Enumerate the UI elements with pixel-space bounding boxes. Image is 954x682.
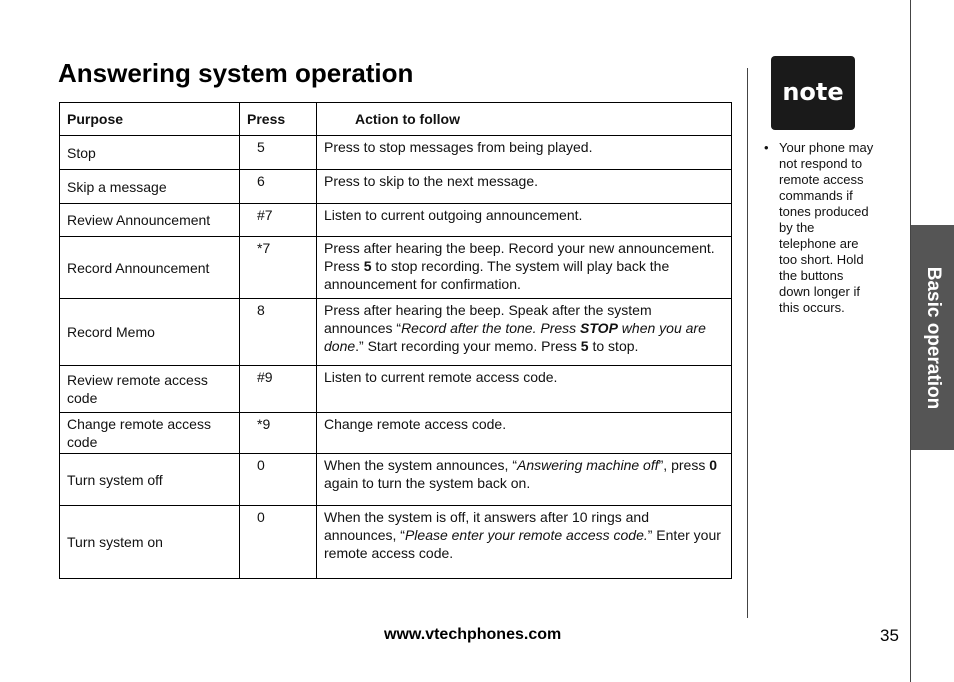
action-text: ”, press xyxy=(658,457,710,473)
action-text: to stop. xyxy=(588,338,639,354)
header-purpose: Purpose xyxy=(60,103,240,136)
press-key-cell: *7 xyxy=(240,237,317,299)
press-key-cell: 6 xyxy=(240,170,317,204)
press-key-cell: 5 xyxy=(240,136,317,170)
press-key-cell: 8 xyxy=(240,299,317,366)
action-text: to stop recording. The system will play back the announcement for confirmation. xyxy=(324,258,670,292)
table-row xyxy=(60,454,732,506)
page-number: 35 xyxy=(880,626,899,645)
purpose-cell: Skip a message xyxy=(60,170,240,204)
action-text: 0 xyxy=(709,457,718,473)
action-text: 5 xyxy=(580,338,589,354)
action-text: Press to skip to the next message. xyxy=(324,173,538,189)
action-text: Press after hearing the beep. Record your new announcement. Press xyxy=(324,240,715,274)
action-text: Press after hearing the beep. Speak after the system announces “ xyxy=(324,302,652,336)
note-icon xyxy=(771,56,855,130)
action-text: Please enter your remote access code. xyxy=(404,527,648,543)
action-cell xyxy=(317,366,732,413)
action-cell xyxy=(317,506,732,579)
press-key-cell: #9 xyxy=(240,366,317,413)
purpose-cell: Review Announcement xyxy=(60,204,240,237)
footer-url: www.vtechphones.com xyxy=(384,626,562,643)
action-cell xyxy=(317,454,732,506)
action-text: Record after the tone. Press xyxy=(401,320,581,336)
table-row xyxy=(60,506,732,579)
action-cell xyxy=(317,299,732,366)
action-text: Press to stop messages from being played. xyxy=(324,139,593,155)
note-label: note xyxy=(782,78,844,106)
action-text: .” Start recording your memo. Press xyxy=(355,338,581,354)
action-text: STOP xyxy=(580,320,618,336)
action-cell xyxy=(317,170,732,204)
action-text: Listen to current remote access code. xyxy=(324,369,558,385)
action-text: When the system announces, “ xyxy=(324,457,517,473)
action-text: again to turn the system back on. xyxy=(324,475,531,491)
operations-table xyxy=(59,102,732,579)
action-text: Listen to current outgoing announcement. xyxy=(324,207,583,223)
table-row xyxy=(60,413,732,454)
table-row xyxy=(60,136,732,170)
header-action: Action to follow xyxy=(317,103,732,136)
header-press: Press xyxy=(240,103,317,136)
purpose-cell: Stop xyxy=(60,136,240,170)
purpose-cell: Review remote access code xyxy=(60,366,240,413)
action-text: ” Enter your remote access code. xyxy=(324,527,721,561)
table-row xyxy=(60,299,732,366)
table-body xyxy=(60,136,732,579)
column-divider xyxy=(747,68,748,618)
press-key-cell: #7 xyxy=(240,204,317,237)
action-text: Change remote access code. xyxy=(324,416,507,432)
press-key-cell: 0 xyxy=(240,454,317,506)
section-tab-label: Basic operation xyxy=(922,266,944,409)
page-title: Answering system operation xyxy=(58,58,414,88)
action-cell xyxy=(317,204,732,237)
action-cell xyxy=(317,237,732,299)
note-text: Your phone may not respond to remote access commands if tones produced by the telephone are too short. Hold the buttons down longer if this occurs. xyxy=(779,140,874,315)
note-bullet: • xyxy=(764,140,769,155)
press-key-cell: *9 xyxy=(240,413,317,454)
table-row xyxy=(60,237,732,299)
purpose-cell: Record Memo xyxy=(60,299,240,366)
action-cell xyxy=(317,413,732,454)
purpose-cell: Turn system off xyxy=(60,454,240,506)
action-text: 5 xyxy=(363,258,372,274)
table-row xyxy=(60,170,732,204)
purpose-cell: Change remote access code xyxy=(60,413,240,454)
action-cell xyxy=(317,136,732,170)
purpose-cell: Turn system on xyxy=(60,506,240,579)
table-row xyxy=(60,204,732,237)
action-text: when you are done xyxy=(324,320,706,354)
purpose-cell: Record Announcement xyxy=(60,237,240,299)
press-key-cell: 0 xyxy=(240,506,317,579)
section-tab xyxy=(911,225,954,450)
action-text: When the system is off, it answers after 10 rings and announces, “ xyxy=(324,509,650,543)
table-row xyxy=(60,366,732,413)
table-header-row xyxy=(60,103,732,136)
action-text: Answering machine off xyxy=(517,457,659,473)
